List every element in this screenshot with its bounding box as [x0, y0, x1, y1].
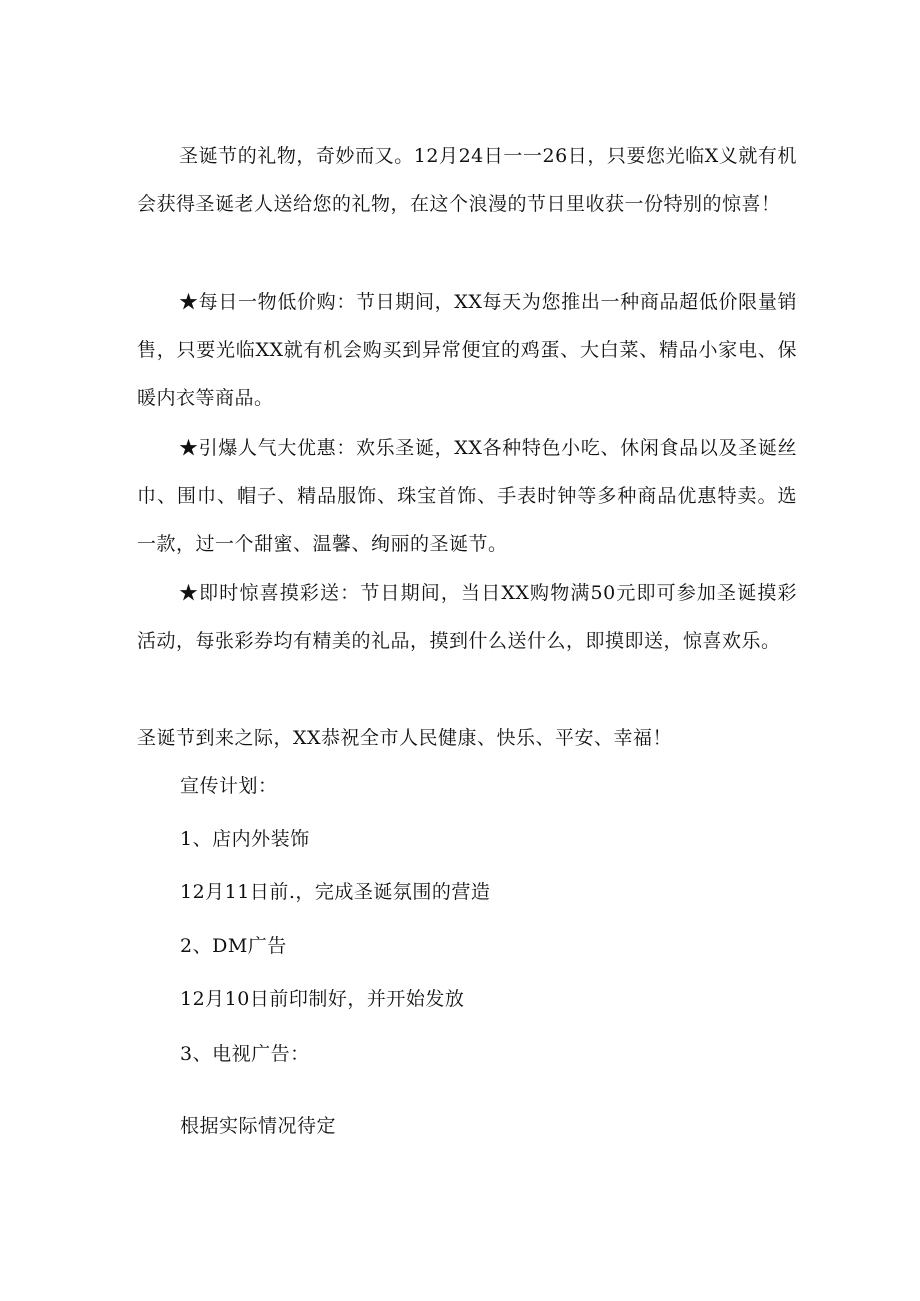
- plan-item-dm-ads: 2、DM广告: [180, 935, 287, 957]
- plan-item-tv-ads: 3、电视广告：: [180, 1043, 310, 1065]
- closing-greeting: 圣诞节到来之际，XX恭祝全市人民健康、快乐、平安、幸福！: [137, 727, 673, 749]
- intro-paragraph: 圣诞节的礼物，奇妙而又。12月24日一一26日，只要您光临X义就有机会获得圣诞老人送给您的礼物，在这个浪漫的节日里收获一份特别的惊喜！: [137, 145, 797, 215]
- plan-item-tv-ads-detail: 根据实际情况待定: [180, 1115, 337, 1137]
- plan-item-decoration-detail: 12月11日前.，完成圣诞氛围的营造: [180, 881, 491, 903]
- plan-item-dm-ads-detail: 12月10日前印制好，并开始发放: [180, 988, 465, 1010]
- promo-item-lucky-draw: ★即时惊喜摸彩送：节日期间，当日XX购物满50元即可参加圣诞摸彩活动，每张彩券均有精美的礼品，摸到什么送什么，即摸即送，惊喜欢乐。: [137, 582, 797, 652]
- promo-item-discounts: ★引爆人气大优惠：欢乐圣诞，XX各种特色小吃、休闲食品以及圣诞丝巾、围巾、帽子、精品服饰、珠宝首饰、手表时钟等多种商品优惠特卖。选一款，过一个甜蜜、温馨、绚丽的圣诞节。: [137, 437, 797, 555]
- plan-item-decoration: 1、店内外装饰: [180, 828, 310, 850]
- promo-item-daily-deal: ★每日一物低价购：节日期间，XX每天为您推出一种商品超低价限量销售，只要光临XX就有机会购买到异常便宜的鸡蛋、大白菜、精品小家电、保暖内衣等商品。: [137, 291, 797, 409]
- plan-title: 宣传计划：: [180, 775, 278, 797]
